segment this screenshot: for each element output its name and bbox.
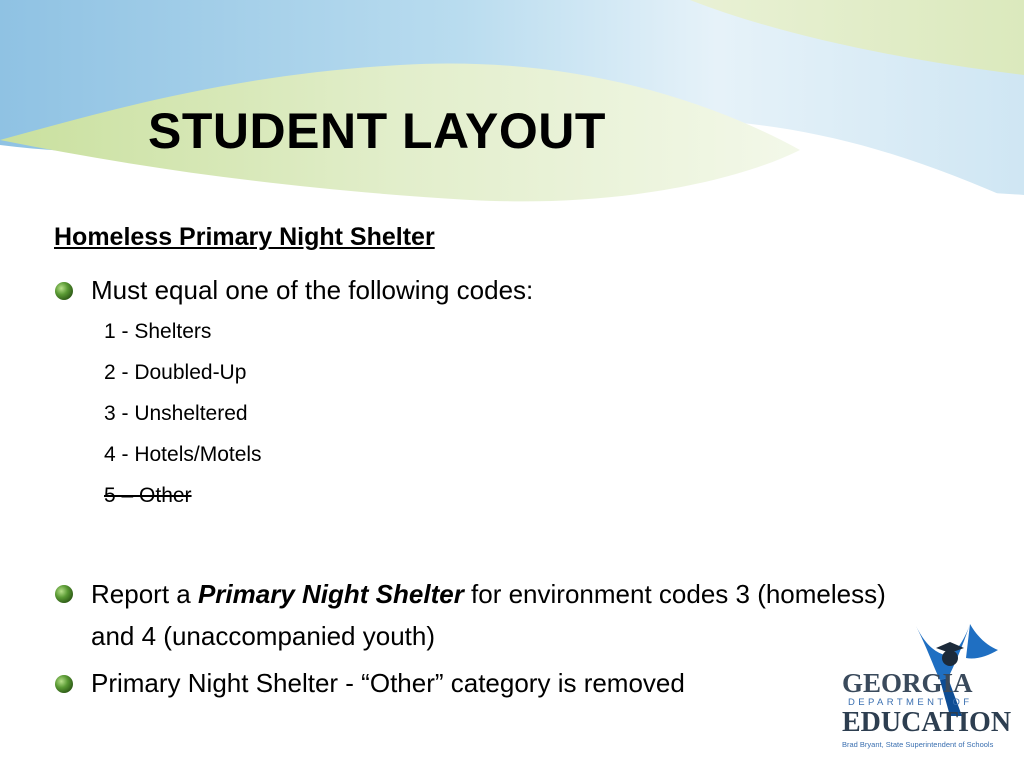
text-post: for environment codes 3 (homeless) and 4 (unaccompanied youth): [91, 579, 886, 651]
bullet-text: Must equal one of the following codes:: [91, 275, 534, 305]
green-sphere-bullet-icon: [54, 584, 74, 604]
logo-word-georgia: GEORGIA: [842, 668, 973, 698]
bullet-text: [91, 573, 911, 657]
code-item: 3 - Unsheltered: [104, 402, 248, 425]
slide-title: STUDENT LAYOUT: [148, 103, 606, 159]
green-sphere-bullet-icon: [54, 281, 74, 301]
bullet-text: Primary Night Shelter - “Other” category is removed: [91, 668, 685, 698]
logo-department-of: DEPARTMENT OF: [848, 697, 973, 708]
code-item: 4 - Hotels/Motels: [104, 443, 262, 466]
text-pre: Report a: [91, 579, 198, 609]
section-heading: Homeless Primary Night Shelter: [54, 223, 435, 251]
code-item: 1 - Shelters: [104, 320, 212, 343]
logo-superintendent-line: Brad Bryant, State Superintendent of Schools: [842, 740, 994, 749]
code-item-removed: 5 – Other: [104, 484, 192, 507]
logo-word-education: EDUCATION: [842, 707, 1012, 738]
code-item: 2 - Doubled-Up: [104, 361, 247, 384]
green-sphere-bullet-icon: [54, 674, 74, 694]
text-emphasis: Primary Night Shelter: [197, 579, 464, 609]
